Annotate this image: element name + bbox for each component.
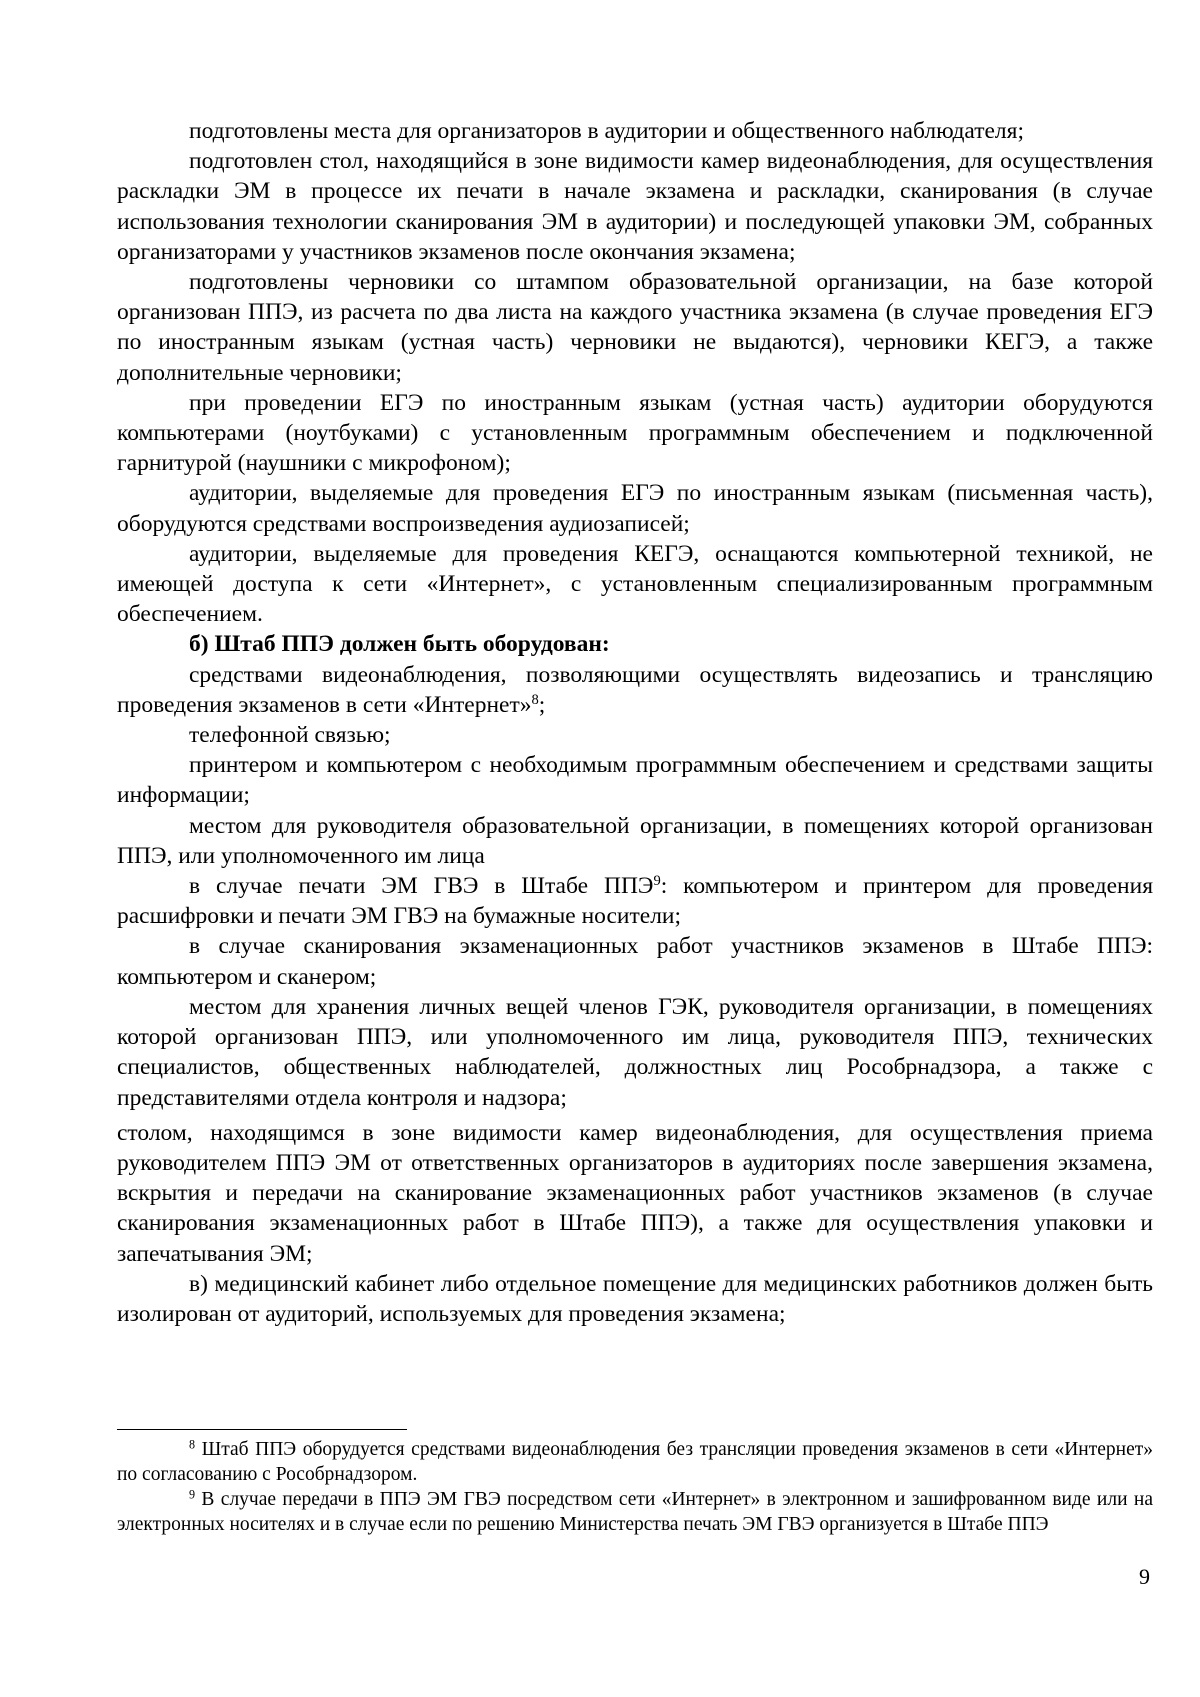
- footnote-8: $^8$ Штаб ППЭ оборудуется средствами видеонаблюдения без трансляции проведения экзаменов в сети «Интернет» по согласованию с Рособрнадзором.: [117, 1437, 1153, 1485]
- body-text: [117, 116, 1153, 1329]
- paragraph: местом для хранения личных вещей членов ГЭК, руководителя организации, в помещениях которой организован ППЭ, или уполномоченного им лица, руководителя ППЭ, технических специалистов, общественных наблюдателей, должностных лиц Рособрнадзора, а также с представителями отдела контроля и надзора;: [117, 993, 1153, 1111]
- paragraph: при проведении ЕГЭ по иностранным языкам (устная часть) аудитории оборудуются компьютерами (ноутбуками) с установленным программным обеспечением и подключенной гарнитурой (наушники с микрофоном);: [117, 389, 1153, 477]
- paragraph: подготовлены места для организаторов в аудитории и общественного наблюдателя;: [189, 118, 1024, 144]
- footnote-mark: 8: [189, 1437, 196, 1452]
- paragraph: принтером и компьютером с необходимым программным обеспечением и средствами защиты информации;: [117, 752, 1153, 809]
- paragraph: аудитории, выделяемые для проведения ЕГЭ по иностранным языкам (письменная часть), оборудуются средствами воспроизведения аудиозаписей;: [117, 480, 1153, 537]
- paragraph: аудитории, выделяемые для проведения КЕГЭ, оснащаются компьютерной техникой, не имеющей доступа к сети «Интернет», с установленным специализированным программным обеспечением.: [117, 540, 1153, 628]
- footnote-ref-9[interactable]: 9: [653, 873, 661, 890]
- footnotes: [117, 1437, 1153, 1537]
- paragraph: телефонной связью;: [189, 722, 391, 749]
- paragraph: подготовлены черновики со штампом образовательной организации, на базе которой организован ППЭ, из расчета по два листа на каждого участника экзамена (в случае проведения ЕГЭ по иностранным языкам (устная часть) черновики не выдаются), черновики КЕГЭ, а также дополнительные черновики;: [117, 269, 1153, 386]
- footnote-separator: [117, 1429, 407, 1430]
- paragraph: в случае печати ЭМ ГВЭ в Штабе ППЭ$^9$: компьютером и принтером для проведения расшифровки и печати ЭМ ГВЭ на бумажные носители;: [117, 873, 1154, 930]
- footnote-9: $^9$ В случае передачи в ППЭ ЭМ ГВЭ посредством сети «Интернет» в электронном и зашифрованном виде или на электронных носителях и в случае если по решению Министерства печать ЭМ ГВЭ организуется в Штабе ППЭ: [117, 1487, 1153, 1535]
- paragraph: подготовлен стол, находящийся в зоне видимости камер видеонаблюдения, для осуществления раскладки ЭМ в процессе их печати в начале экзамена и раскладки, сканирования (в случае использования технологии сканирования ЭМ в аудитории) и последующей упаковки ЭМ, собранных организаторами у участников экзаменов после окончания экзамена;: [117, 148, 1153, 265]
- paragraph: столом, находящимся в зоне видимости камер видеонаблюдения, для осуществления приема руководителем ППЭ ЭМ от ответственных организаторов в аудиториях после завершения экзамена, вскрытия и передачи на сканирование экзаменационных работ участников экзаменов (в случае сканирования экзаменационных работ в Штабе ППЭ), а также для осуществления упаковки и запечатывания ЭМ;: [117, 1119, 1153, 1267]
- footnote-mark: 9: [189, 1487, 196, 1502]
- paragraph: в) медицинский кабинет либо отдельное помещение для медицинских работников должен быть изолирован от аудиторий, используемых для проведения экзамена;: [117, 1270, 1153, 1327]
- paragraph: местом для руководителя образовательной организации, в помещениях которой организован ППЭ, или уполномоченного им лица: [117, 812, 1153, 869]
- paragraph: средствами видеонаблюдения, позволяющими осуществлять видеозапись и трансляцию проведения экзаменов в сети «Интернет»$^8$;: [117, 661, 1153, 718]
- section-heading: б) Штаб ППЭ должен быть оборудован:: [189, 631, 610, 658]
- footnote-ref-8[interactable]: 8: [531, 691, 539, 708]
- paragraph: в случае сканирования экзаменационных работ участников экзаменов в Штабе ППЭ: компьютером и сканером;: [117, 933, 1153, 990]
- page-number: 9: [1139, 1564, 1150, 1589]
